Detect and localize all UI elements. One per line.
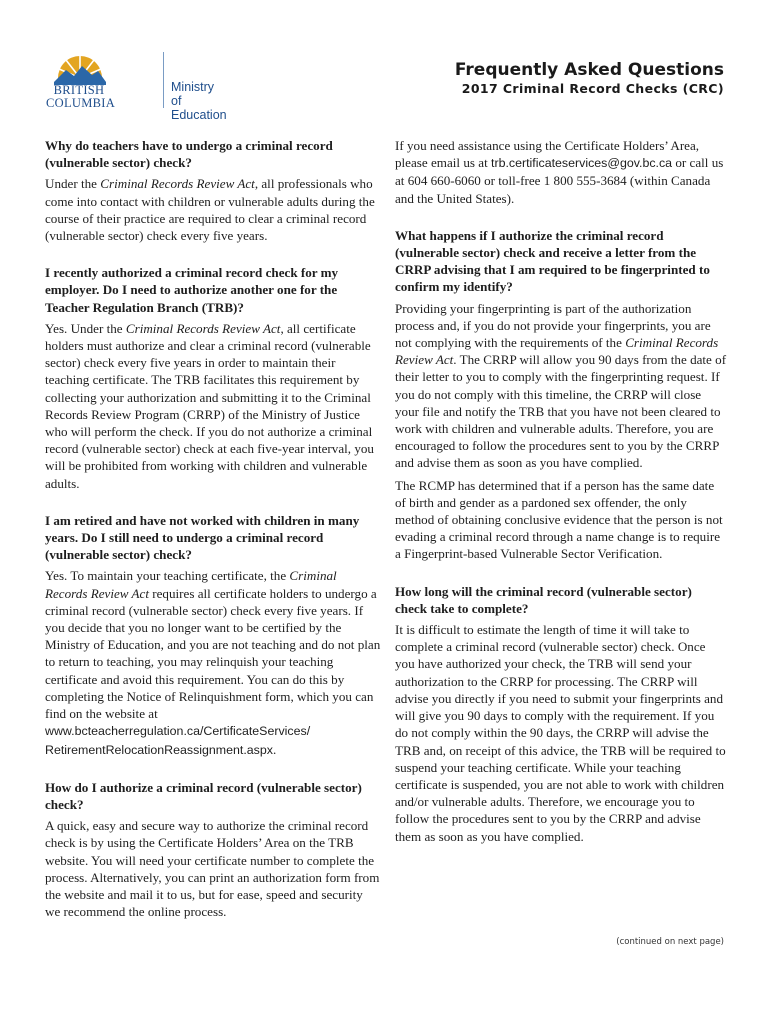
faq-answer-continued: The RCMP has determined that if a person has the same date of birth and gender as a pardoned sex offender, the only method of obtaining conclusive evidence that the person is not evading a criminal record through a name change is to require a Fingerprint-based Vulnerable Sector Verification. [395,477,723,562]
continued-note: (continued on next page) [616,937,724,947]
right-column [395,137,727,845]
faq-answer: Under the Criminal Records Review Act, all professionals who come into contact with children or vulnerable adults during the course of their practice are required to clear a criminal record (vulnerable sector) check every five years. [45,176,375,244]
ministry-name: Ministry of Education [171,80,227,122]
page-title: Frequently Asked Questions [454,60,724,80]
contact-email[interactable]: trb.certificateservices@gov.bc.ca [491,156,673,171]
assistance-paragraph: If you need assistance using the Certificate Holders’ Area, please email us at trb.certificateservices@gov.bc.ca or call us at 604 660-6060 or toll-free 1 800 555-3684 (within Canada and the United States). [395,138,724,206]
faq-question: How do I authorize a criminal record (vulnerable sector) check? [45,779,362,812]
left-column [45,137,381,920]
faq-answer: Yes. Under the Criminal Records Review Act, all certificate holders must authorize and clear a criminal record (vulnerable sector) check every five years in order to maintain their teaching certificate. The TRB facilitates this requirement by collecting your authorization and submitting it to the Criminal Records Review Program (CRRP) of the Ministry of Justice who will perform the check. If you do not authorize a criminal record (vulnerable sector) check at each five-year interval, you will be prohibited from working with children and vulnerable adults. [45,320,374,491]
faq-question: I am retired and have not worked with children in many years. Do I still need to undergo a criminal record (vulnerable sector) check? [45,512,360,563]
faq-answer: Providing your fingerprinting is part of the authorization process and, if you do not provide your fingerprints, you are not complying with the requirements of the Criminal Records Review Act. The CRRP will allow you 90 days from the date of their letter to you to comply with the fingerprinting request. If you do not comply with this timeline, the CRRP will close your file and notify the TRB that you have not been cleared to work with children and vulnerable adults. Therefore, you are encouraged to follow the procedures sent to you by the CRRP and advise them as soon as you have complied. [395,300,727,471]
faq-answer: A quick, easy and secure way to authorize the criminal record check is by using the Certificate Holders’ Area on the TRB website. You will need your certificate number to complete the process. Alternatively, you can print an authorization form from the website and mail it to us, but for ease, speed and security we recommend the online process. [45,818,380,920]
faq-answer: It is difficult to estimate the length of time it will take to complete a criminal record (vulnerable sector) check. Once you have authorized your check, the TRB will send your authorization to the CRRP for processing. The CRRP will advise you directly if you need to submit your fingerprints and will give you 90 days to comply with the requirement. If you do not comply within the 90 days, the CRRP will advise the TRB and, on receipt of this advice, the TRB will be required to suspend your teaching certificate. While your teaching certificate is suspended, you are not able to work with children and/or vulnerable adults. Therefore, we encourage you to follow the procedures sent to you by the CRRP and advise them as soon as you have complied. [395,622,726,844]
faq-question: Why do teachers have to undergo a criminal record (vulnerable sector) check? [45,138,333,171]
faq-question: What happens if I authorize the criminal record (vulnerable sector) check and receive a letter from the CRRP advising that I am required to be fingerprinted to confirm my identify? [395,227,710,295]
bc-ministry-logo [44,48,227,122]
page-subtitle: 2017 Criminal Record Checks (CRC) [461,81,724,96]
logo-divider [163,52,164,108]
bc-wordmark: BRITISH COLUMBIA [46,83,116,110]
faq-question: I recently authorized a criminal record check for my employer. Do I need to authorize another one for the Teacher Regulation Branch (TRB)? [45,265,339,315]
relinquishment-url[interactable]: www.bcteacherregulation.ca/CertificateServices/ [45,724,311,739]
faq-question: How long will the criminal record (vulnerable sector) check take to complete? [395,583,692,616]
faq-answer: Yes. To maintain your teaching certificate, the Criminal Records Review Act requires all certificate holders to undergo a criminal record (vulnerable sector) check every five years. If you decide that you no longer want to be certified by the Ministry of Education, and you are not teaching and do not plan to return to teaching, you may relinquish your teaching certificate and avoid this requirement. You can do this by completing the Notice of Relinquishment form, which you can find on the website at www.bcteacherregulation.ca/CertificateServices/ RetirementRelocationReassignment.aspx. [45,568,381,757]
relinquishment-url-cont[interactable]: RetirementRelocationReassignment.aspx [45,742,273,757]
